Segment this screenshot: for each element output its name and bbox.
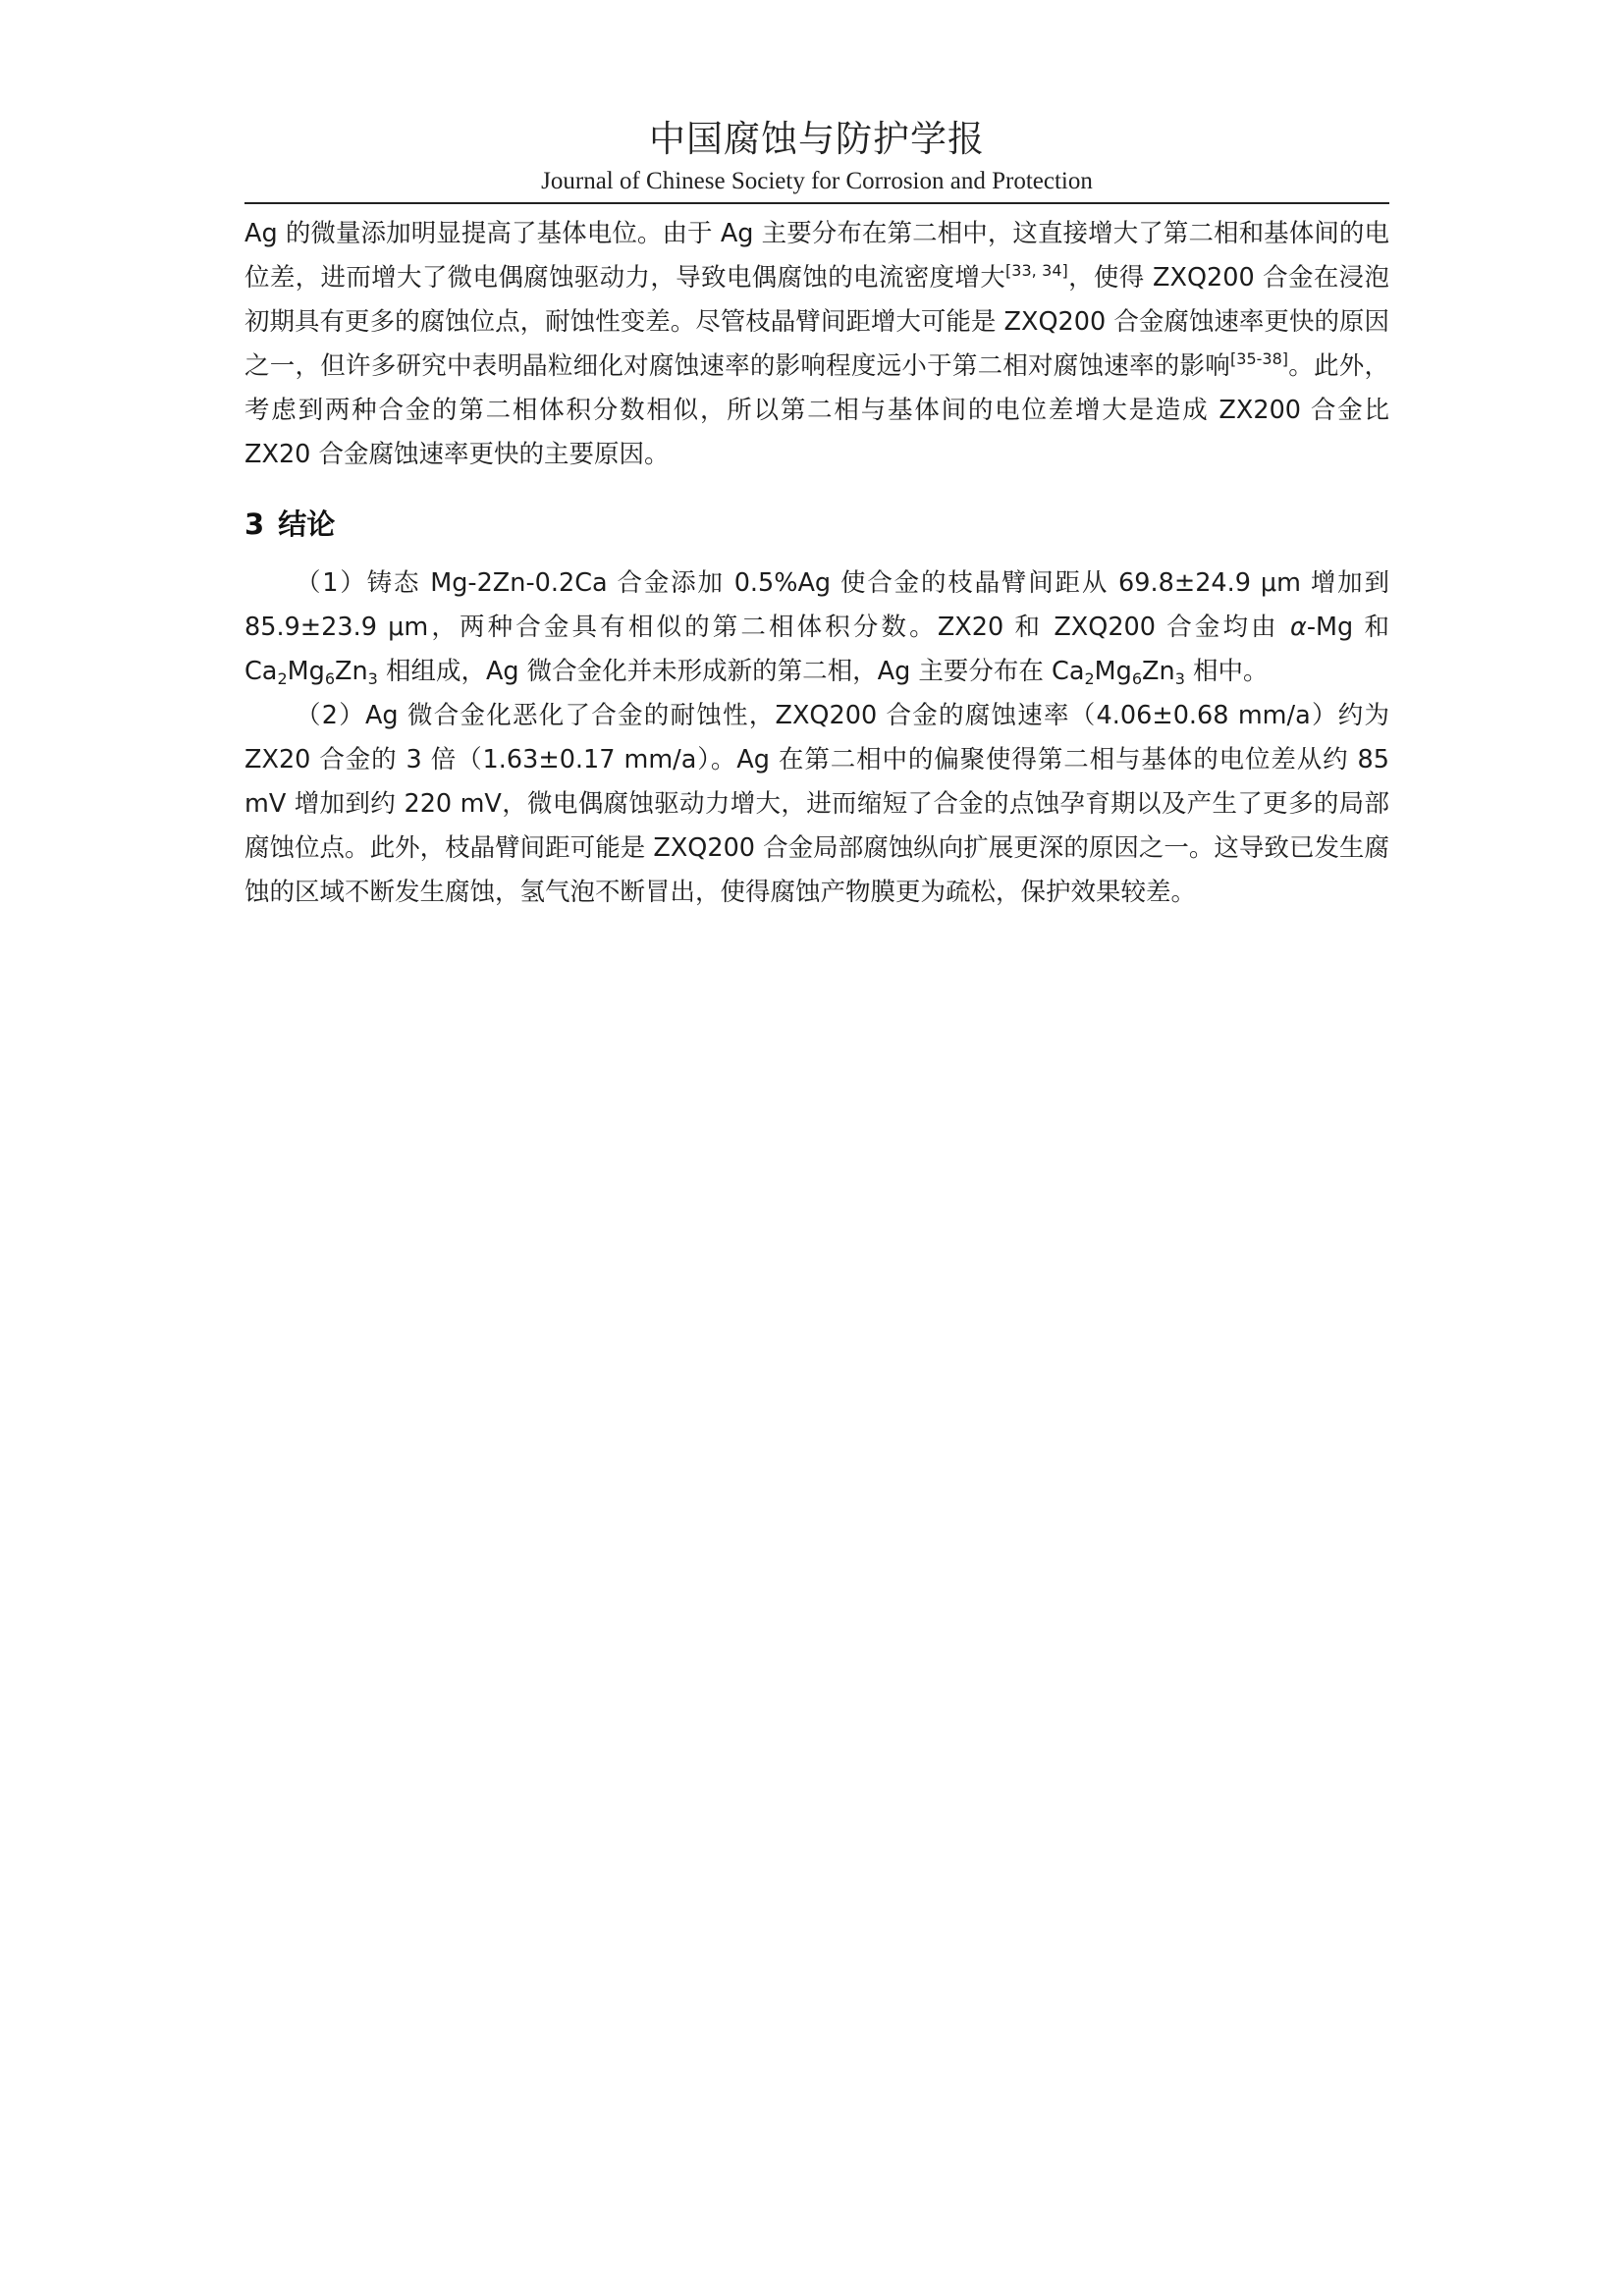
section-number: 3 [244,507,265,541]
citation-reference: [33, 34] [1005,261,1068,280]
paragraph-text: Ag 的微量添加明显提高了基体电位。由于 Ag 主要分布在第二相中，这直接增大了第二相和基体间的电位差，进而增大了微电偶腐蚀驱动力，导致电偶腐蚀的电流密度增大 [244,219,1389,293]
paragraph-text: 。此外，考虑到两种合金的第二相体积分数相似，所以第二相与基体间的电位差增大是造成 ZX200 合金比 ZX20 合金腐蚀速率更快的主要原因。 [244,351,1389,469]
paragraph-text: （1）铸态 Mg-2Zn-0.2Ca 合金添加 0.5%Ag 使合金的枝晶臂间距从 69.8±24.9 μm 增加到 85.9±23.9 μm，两种合金具有相似的第二相体积分数。ZX20 和 ZXQ200 合金均由 [244,568,1389,642]
journal-title-english: Journal of Chinese Society for Corrosion and Protection [541,168,1093,194]
citation-reference: [35-38] [1230,349,1288,368]
paragraph-text: Mg [287,657,325,686]
section-heading-conclusion [244,503,1389,546]
conclusion-item-2: （2）Ag 微合金化恶化了合金的耐蚀性，ZXQ200 合金的腐蚀速率（4.06±0.68 mm/a）约为 ZX20 合金的 3 倍（1.63±0.17 mm/a）。Ag 在第二相中的偏聚使得第二相与基体的电位差从约 85 mV 增加到约 220 mV，微电偶腐蚀驱动力增大，进而缩短了合金的点蚀孕育期以及产生了更多的局部腐蚀位点。此外，枝晶臂间距可能是 ZXQ200 合金局部腐蚀纵向扩展更深的原因之一。这导致已发生腐蚀的区域不断发生腐蚀，氢气泡不断冒出，使得腐蚀产物膜更为疏松，保护效果较差。 [244,701,1389,907]
paragraph-text: Mg [1094,657,1132,686]
conclusion-item-1 [244,561,1389,694]
section-title: 结论 [278,507,336,541]
subscript: 3 [1174,669,1185,688]
subscript: 6 [1131,669,1143,688]
paragraph-text: Zn [1142,657,1175,686]
paragraph-text: 相组成，Ag 微合金化并未形成新的第二相，Ag 主要分布在 Ca [377,657,1085,686]
discussion-paragraph [244,212,1389,477]
subscript: 2 [277,669,288,688]
article-body [244,212,1389,915]
paragraph-text: Zn [335,657,368,686]
subscript: 6 [324,669,336,688]
alpha-symbol: α [1290,613,1307,642]
paragraph-text: ，使得 ZXQ200 合金在浸泡初期具有更多的腐蚀位点，耐蚀性变差。尽管枝晶臂间距增大可能是 ZXQ200 合金腐蚀速率更快的原因之一，但许多研究中表明晶粒细化对腐蚀速率的影响程度远小于第二相对腐蚀速率的影响 [244,263,1389,381]
journal-title-chinese: 中国腐蚀与防护学报 [649,118,985,160]
page-header [244,114,1389,198]
paragraph-text: 相中。 [1184,657,1269,686]
paragraph-text: -Mg 和 Ca [244,613,1389,686]
subscript: 2 [1084,669,1095,688]
subscript: 3 [367,669,378,688]
header-divider [244,202,1389,204]
